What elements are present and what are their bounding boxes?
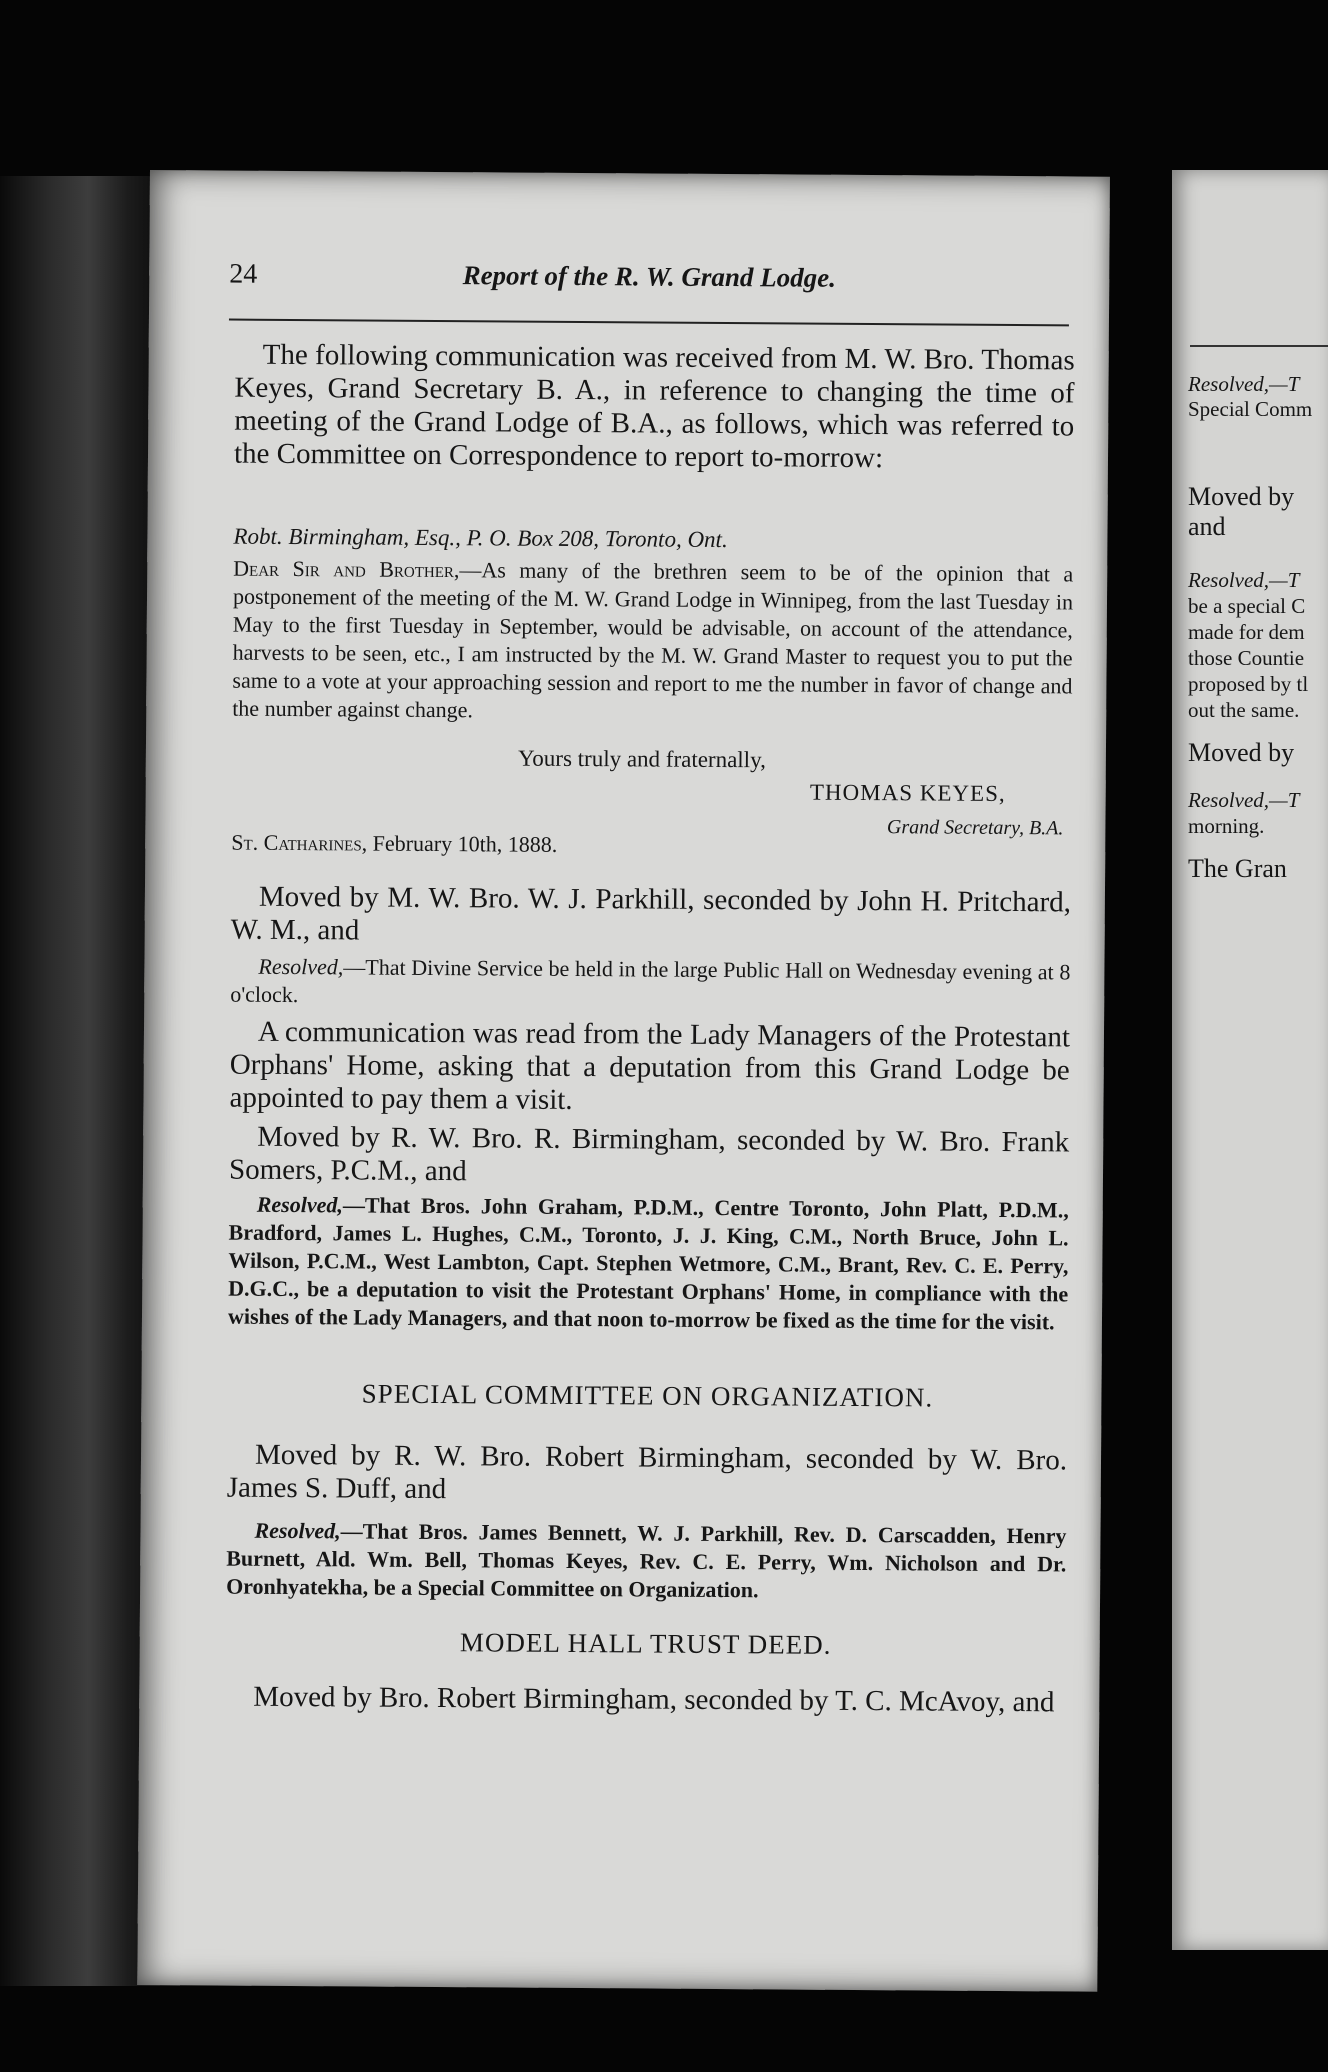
- facing-line: out the same.: [1188, 698, 1300, 722]
- resolved-label: Resolved,: [254, 1517, 341, 1544]
- resolved-label: Resolved,: [256, 1191, 344, 1218]
- intro-paragraph: The following communication was received from M. W. Bro. Thomas Keyes, Grand Secretary B. A., in reference to changing the time of meeting of the Grand Lodge of B.A., as follows, which was referred to the Committee on Correspondence to report to-morrow:: [233, 338, 1075, 475]
- facing-line: Resolved,—T: [1188, 372, 1300, 396]
- motion-1: Moved by M. W. Bro. W. J. Parkhill, seconded by John H. Pritchard, W. M., and: [230, 880, 1072, 947]
- page-header: [229, 259, 1069, 305]
- resolved-1: [230, 953, 1070, 1015]
- facing-line: Moved by: [1188, 738, 1295, 767]
- letter-signer: THOMAS KEYES,: [809, 779, 1006, 806]
- facing-page: [1172, 170, 1328, 1950]
- letter-address: Robt. Birmingham, Esq., P. O. Box 208, Toronto, Ont.: [233, 523, 728, 553]
- facing-line: The Gran: [1188, 854, 1287, 883]
- resolved-text: —That Bros. James Bennett, W. J. Parkhill, Rev. D. Carscadden, Henry Burnett, Ald. Wm. Bell, Thomas Keyes, Rev. C. E. Perry, Wm. Nicholson and Dr. Oronhyatekha, be a Special Committee on Organization.: [226, 1518, 1067, 1603]
- page-number: 24: [229, 258, 258, 290]
- resolved-3: [226, 1517, 1067, 1607]
- letter-place: St. Catharines,: [231, 829, 368, 856]
- letter-date: February 10th, 1888.: [372, 830, 558, 857]
- section-heading-trust-deed: MODEL HALL TRUST DEED.: [459, 1627, 832, 1660]
- facing-line: proposed by tl: [1188, 672, 1309, 696]
- facing-line: be a special C: [1188, 594, 1306, 618]
- resolved-text: —That Divine Service be held in the large Public Hall on Wednesday evening at 8 o'clock.: [230, 954, 1071, 1008]
- letter-body: —As many of the brethren seem to be of the opinion that a postponement of the meeting of the M. W. Grand Lodge in Winnipeg, from the last Tuesday in May to the first Tuesday in September, would be advisable, on account of the attendance, harvests to be seen, etc., I am instructed by the M. W. Grand Master to request you to put the same to a vote at your approaching session and report to me the number in favor of change and the number against change.: [232, 557, 1074, 723]
- running-head: Report of the R. W. Grand Lodge.: [462, 260, 837, 293]
- header-rule: [229, 319, 1069, 327]
- letter-salutation: Dear Sir and Brother,: [233, 555, 460, 583]
- facing-line: those Countie: [1188, 646, 1305, 670]
- motion-4: Moved by Bro. Robert Birmingham, seconded by T. C. McAvoy, and: [253, 1680, 1055, 1719]
- facing-line: Resolved,—T: [1188, 788, 1300, 812]
- letter-closing: Yours truly and fraternally,: [517, 745, 766, 773]
- motion-2: Moved by R. W. Bro. R. Birmingham, seconded by W. Bro. Frank Somers, P.C.M., and: [228, 1120, 1070, 1188]
- facing-line: and: [1188, 512, 1226, 541]
- resolved-label: Resolved,: [258, 953, 344, 980]
- letter-dateline: [231, 829, 557, 859]
- communication-paragraph: A communication was read from the Lady Managers of the Protestant Orphans' Home, asking that a deputation from this Grand Lodge be appointed to pay them a visit.: [229, 1015, 1071, 1116]
- section-heading-organization: SPECIAL COMMITTEE ON ORGANIZATION.: [361, 1378, 934, 1413]
- facing-line: Moved by: [1188, 482, 1295, 511]
- resolved-2: [228, 1191, 1069, 1337]
- motion-3: Moved by R. W. Bro. Robert Birmingham, seconded by W. Bro. James S. Duff, and: [226, 1438, 1068, 1506]
- facing-line: made for dem: [1188, 620, 1305, 644]
- facing-line: morning.: [1188, 814, 1265, 838]
- book-page: [137, 170, 1110, 1992]
- book-spine: [0, 176, 160, 1986]
- resolved-text: —That Bros. John Graham, P.D.M., Centre Toronto, John Platt, P.D.M., Bradford, James L. Hughes, C.M., Toronto, J. J. King, C.M., North Bruce, John L. Wilson, P.C.M., West Lambton, Capt. Stephen Wetmore, C.M., Brant, Rev. C. E. Perry, D.G.C., be a deputation to visit the Protestant Orphans' Home, in compliance with the wishes of the Lady Managers, and that noon to-morrow be fixed as the time for the visit.: [227, 1192, 1069, 1335]
- letter-signer-title: Grand Secretary, B.A.: [886, 816, 1064, 840]
- letter-body-paragraph: [232, 555, 1073, 729]
- facing-line: Resolved,—T: [1188, 568, 1300, 592]
- facing-line: Special Comm: [1188, 397, 1313, 421]
- facing-page-rule: [1190, 345, 1328, 347]
